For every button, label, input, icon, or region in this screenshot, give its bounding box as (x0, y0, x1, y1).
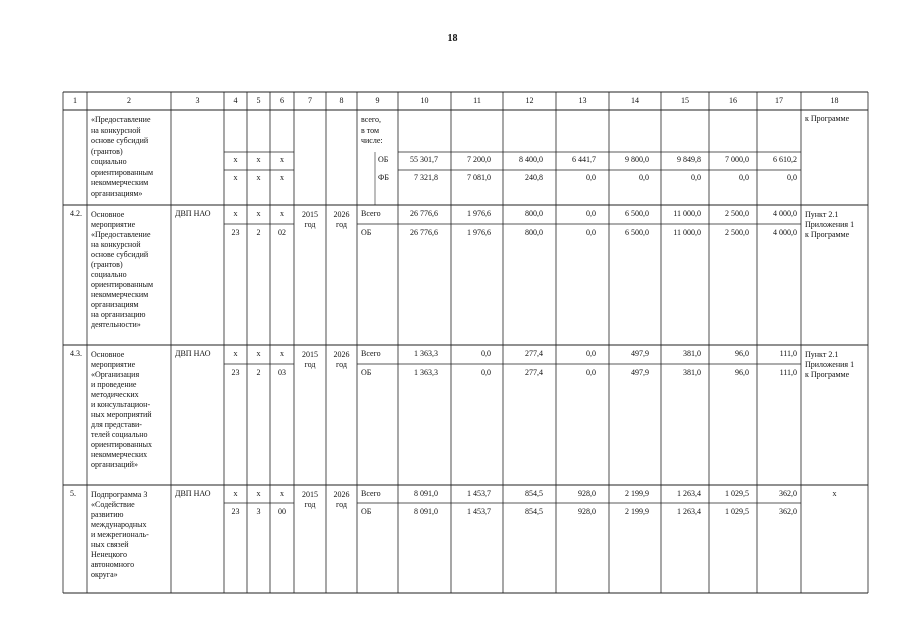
value-cell: 1 453,7 (467, 507, 491, 516)
code-cell: x (233, 173, 238, 182)
note-cell: x (832, 489, 837, 498)
value-cell: 6 441,7 (572, 155, 596, 164)
column-header: 12 (525, 96, 534, 105)
column-header: 3 (195, 96, 200, 105)
budget-label: ОБ (378, 155, 389, 164)
value-cell: 6 500,0 (625, 209, 649, 218)
value-cell: 26 776,6 (410, 209, 438, 218)
value-cell: 26 776,6 (410, 228, 438, 237)
value-cell: 1 976,6 (467, 228, 491, 237)
end-year: 2026 год (333, 490, 350, 509)
column-header: 10 (420, 96, 429, 105)
code-cell: x (256, 173, 261, 182)
end-year: 2026 год (333, 350, 350, 369)
value-cell: 7 321,8 (414, 173, 438, 182)
column-header: 9 (375, 96, 380, 105)
budget-label: ОБ (361, 228, 372, 237)
budget-label: Всего (361, 349, 381, 358)
value-cell: 277,4 (525, 349, 543, 358)
budget-label: Всего (361, 489, 381, 498)
code-cell: 00 (278, 507, 286, 516)
value-cell: 277,4 (525, 368, 543, 377)
measure-name: Основное мероприятие «Организация и проведение методических и консультацион- ных мероприятий для представи- телей социально ориентированных некоммерческих организаций» (91, 350, 153, 469)
column-header: 18 (830, 96, 839, 105)
row-number: 5. (70, 489, 76, 498)
budget-label: ОБ (361, 507, 372, 516)
code-cell: 2 (256, 368, 261, 377)
value-cell: 0,0 (787, 173, 797, 182)
value-cell: 928,0 (578, 489, 596, 498)
value-cell: 1 263,4 (677, 489, 701, 498)
value-cell: 497,9 (631, 368, 649, 377)
value-cell: 111,0 (779, 349, 797, 358)
value-cell: 0,0 (586, 368, 596, 377)
end-year: 2026 год (333, 210, 350, 229)
value-cell: 800,0 (525, 209, 543, 218)
value-cell: 55 301,7 (410, 155, 438, 164)
column-header: 6 (280, 96, 284, 105)
value-cell: 11 000,0 (673, 209, 701, 218)
code-cell: x (256, 349, 261, 358)
note-cell: Пункт 2.1 Приложения 1 к Программе (805, 210, 855, 239)
code-cell: 23 (231, 228, 240, 237)
code-cell: 23 (231, 368, 240, 377)
value-cell: 1 453,7 (467, 489, 491, 498)
code-cell: x (256, 209, 261, 218)
value-cell: 381,0 (683, 349, 701, 358)
value-cell: 8 091,0 (414, 507, 438, 516)
value-cell: 0,0 (481, 368, 491, 377)
value-cell: 1 363,3 (414, 349, 438, 358)
value-cell: 1 363,3 (414, 368, 438, 377)
total-label: всего, в том числе: (361, 115, 383, 145)
executor: ДВП НАО (175, 349, 211, 358)
value-cell: 6 610,2 (773, 155, 797, 164)
column-header: 5 (256, 96, 261, 105)
start-year: 2015 год (302, 210, 318, 229)
column-header: 7 (308, 96, 312, 105)
value-cell: 8 400,0 (519, 155, 543, 164)
value-cell: 11 000,0 (673, 228, 701, 237)
code-cell: 3 (256, 507, 261, 516)
value-cell: 0,0 (586, 209, 596, 218)
value-cell: 7 000,0 (725, 155, 749, 164)
code-cell: x (256, 489, 261, 498)
measure-name: «Предоставление на конкурсной основе субсидий (грантов) социально ориентированным некоммерческим организациям» (91, 115, 154, 198)
column-header: 13 (578, 96, 587, 105)
budget-label: ФБ (378, 173, 389, 182)
value-cell: 2 500,0 (725, 228, 749, 237)
column-header: 16 (729, 96, 737, 105)
code-cell: x (280, 489, 284, 498)
value-cell: 96,0 (735, 368, 749, 377)
value-cell: 1 029,5 (725, 489, 749, 498)
note-cell: Пункт 2.1 Приложения 1 к Программе (805, 350, 855, 379)
row-number: 4.3. (70, 349, 82, 358)
value-cell: 0,0 (691, 173, 701, 182)
code-cell: 23 (231, 507, 240, 516)
value-cell: 2 199,9 (625, 489, 649, 498)
value-cell: 0,0 (586, 228, 596, 237)
budget-label: Всего (361, 209, 381, 218)
value-cell: 0,0 (639, 173, 649, 182)
column-header: 4 (233, 96, 238, 105)
code-cell: x (256, 155, 261, 164)
value-cell: 0,0 (586, 173, 596, 182)
value-cell: 381,0 (683, 368, 701, 377)
code-cell: x (280, 155, 284, 164)
value-cell: 96,0 (735, 349, 749, 358)
column-header: 15 (681, 96, 689, 105)
value-cell: 362,0 (779, 507, 797, 516)
start-year: 2015 год (302, 490, 318, 509)
value-cell: 4 000,0 (773, 228, 797, 237)
value-cell: 8 091,0 (414, 489, 438, 498)
start-year: 2015 год (302, 350, 318, 369)
row-number: 4.2. (70, 209, 82, 218)
column-header: 2 (127, 96, 131, 105)
executor: ДВП НАО (175, 489, 211, 498)
column-header: 11 (473, 96, 481, 105)
column-header: 14 (631, 96, 639, 105)
code-cell: x (280, 209, 284, 218)
value-cell: 0,0 (481, 349, 491, 358)
value-cell: 2 500,0 (725, 209, 749, 218)
value-cell: 1 976,6 (467, 209, 491, 218)
measure-name: Подпрограмма 3 «Содействие развитию международных и межрегиональ- ных связей Ненецкого автономного округа» (91, 490, 149, 579)
value-cell: 7 081,0 (467, 173, 491, 182)
code-cell: x (280, 173, 284, 182)
code-cell: 03 (278, 368, 286, 377)
measure-name: Основное мероприятие «Предоставление на конкурсной основе субсидий (грантов) социально ориентированным некоммерческим организациям на организацию деятельности» (91, 210, 154, 329)
code-cell: 02 (278, 228, 286, 237)
value-cell: 362,0 (779, 489, 797, 498)
value-cell: 854,5 (525, 489, 543, 498)
value-cell: 2 199,9 (625, 507, 649, 516)
value-cell: 9 800,0 (625, 155, 649, 164)
value-cell: 854,5 (525, 507, 543, 516)
value-cell: 9 849,8 (677, 155, 701, 164)
code-cell: x (280, 349, 284, 358)
code-cell: x (233, 209, 238, 218)
code-cell: 2 (256, 228, 261, 237)
budget-label: ОБ (361, 368, 372, 377)
code-cell: x (233, 155, 238, 164)
value-cell: 6 500,0 (625, 228, 649, 237)
value-cell: 1 029,5 (725, 507, 749, 516)
value-cell: 0,0 (586, 349, 596, 358)
executor: ДВП НАО (175, 209, 211, 218)
column-header: 1 (73, 96, 77, 105)
code-cell: x (233, 349, 238, 358)
code-cell: x (233, 489, 238, 498)
value-cell: 928,0 (578, 507, 596, 516)
value-cell: 1 263,4 (677, 507, 701, 516)
page-number: 18 (447, 33, 458, 44)
value-cell: 240,8 (525, 173, 543, 182)
column-header: 17 (775, 96, 783, 105)
note-cell: к Программе (805, 114, 850, 123)
value-cell: 497,9 (631, 349, 649, 358)
value-cell: 7 200,0 (467, 155, 491, 164)
value-cell: 111,0 (779, 368, 797, 377)
value-cell: 4 000,0 (773, 209, 797, 218)
value-cell: 0,0 (739, 173, 749, 182)
column-header: 8 (339, 96, 344, 105)
value-cell: 800,0 (525, 228, 543, 237)
